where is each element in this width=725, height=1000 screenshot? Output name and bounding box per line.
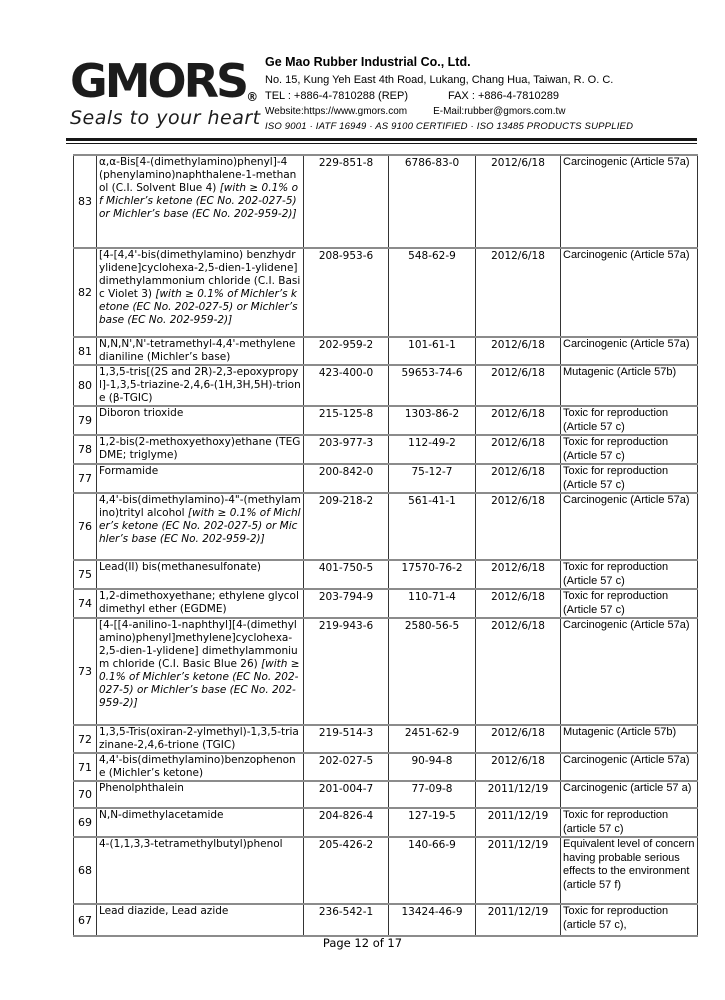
inclusion-date: 2012/6/18 — [476, 618, 561, 725]
substance-name — [97, 406, 304, 435]
substance-name — [97, 560, 304, 589]
table-row — [74, 560, 698, 589]
table-row — [74, 435, 698, 464]
header-divider-rule — [66, 138, 697, 144]
table-row — [74, 493, 698, 560]
certifications-line: ISO 9001 · IATF 16949 · AS 9100 CERTIFIED · ISO 13485 PRODUCTS SUPPLIED — [265, 121, 634, 132]
contact-line — [265, 90, 705, 102]
classification: Carcinogenic (Article 57a) — [561, 618, 698, 725]
ec-number: 423-400-0 — [304, 365, 389, 406]
row-number: 70 — [74, 781, 97, 808]
ec-number: 208-953-6 — [304, 248, 389, 337]
substance-name-qualifier: [with ≥ 0.1% of Michler’s ketone (EC No. 202-027-5) or Michler’s base (EC No. 202-959-2)] — [99, 288, 298, 326]
classification: Toxic for reproduction (Article 57 c) — [561, 406, 698, 435]
cas-number: 77-09-8 — [389, 781, 476, 808]
substance-name-text: 1,2-bis(2-methoxyethoxy)ethane (TEGDME; triglyme) — [99, 436, 301, 461]
table-row — [74, 618, 698, 725]
classification: Mutagenic (Article 57b) — [561, 725, 698, 753]
substance-name — [97, 904, 304, 936]
web-line — [265, 106, 705, 117]
substance-name — [97, 618, 304, 725]
row-number: 73 — [74, 618, 97, 725]
substance-name-qualifier: [with ≥ 0.1% of Michler’s ketone (EC No. 202-027-5) or Michler’s base (EC No. 202-959-2)] — [99, 182, 298, 220]
ec-number: 219-943-6 — [304, 618, 389, 725]
row-number: 81 — [74, 337, 97, 365]
ec-number: 219-514-3 — [304, 725, 389, 753]
table-row — [74, 904, 698, 936]
page-number-footer: Page 12 of 17 — [322, 936, 403, 950]
cas-number: 101-61-1 — [389, 337, 476, 365]
substance-name-text: [4-[4,4'-bis(dimethylamino) benzhydrylidene]cyclohexa-2,5-dien-1-ylidene]dimethylammonium chloride (C.I. Basic Violet 3) — [99, 249, 301, 300]
ec-number: 236-542-1 — [304, 904, 389, 936]
ec-number: 202-959-2 — [304, 337, 389, 365]
substance-name-text: Diboron trioxide — [99, 407, 184, 419]
ec-number: 204-826-4 — [304, 808, 389, 837]
ec-number: 203-794-9 — [304, 589, 389, 618]
gmors-logo-block — [70, 54, 261, 129]
substance-name — [97, 337, 304, 365]
row-number: 77 — [74, 464, 97, 493]
substance-name — [97, 589, 304, 618]
ec-number: 215-125-8 — [304, 406, 389, 435]
substance-name-qualifier: [with ≥ 0.1% of Michler’s ketone (EC No. 202-027-5) or Michler’s base (EC No. 202-959-2)] — [99, 658, 300, 709]
substance-name-text: N,N-dimethylacetamide — [99, 809, 224, 821]
row-number: 79 — [74, 406, 97, 435]
table-row — [74, 406, 698, 435]
table-row — [74, 337, 698, 365]
logo-tagline: Seals to your heart — [70, 107, 261, 129]
inclusion-date: 2012/6/18 — [476, 589, 561, 618]
substance-name — [97, 464, 304, 493]
table-row — [74, 837, 698, 904]
ec-number: 209-218-2 — [304, 493, 389, 560]
substance-name — [97, 435, 304, 464]
table-row — [74, 464, 698, 493]
cas-number: 548-62-9 — [389, 248, 476, 337]
substance-name — [97, 808, 304, 837]
classification: Carcinogenic (Article 57a) — [561, 155, 698, 248]
company-website: Website:https://www.gmors.com — [265, 106, 408, 117]
row-number: 76 — [74, 493, 97, 560]
table-row — [74, 589, 698, 618]
inclusion-date: 2012/6/18 — [476, 435, 561, 464]
company-info-block — [265, 55, 705, 132]
cas-number: 17570-76-2 — [389, 560, 476, 589]
table-row — [74, 248, 698, 337]
company-fax: FAX : +886-4-7810289 — [447, 90, 559, 102]
ec-number: 401-750-5 — [304, 560, 389, 589]
substance-name-text: 1,3,5-tris[(2S and 2R)-2,3-epoxypropyl]-1,3,5-triazine-2,4,6-(1H,3H,5H)-trione (β-TGIC) — [99, 366, 301, 404]
row-number: 69 — [74, 808, 97, 837]
row-number: 78 — [74, 435, 97, 464]
classification: Toxic for reproduction (article 57 c), — [561, 904, 698, 936]
classification: Carcinogenic (Article 57a) — [561, 337, 698, 365]
substance-name-text: 4,4'-bis(dimethylamino)benzophenone (Michler’s ketone) — [99, 754, 296, 779]
table-row — [74, 781, 698, 808]
company-name: Ge Mao Rubber Industrial Co., Ltd. — [265, 55, 471, 69]
cas-number: 90-94-8 — [389, 753, 476, 781]
inclusion-date: 2012/6/18 — [476, 155, 561, 248]
table-row — [74, 365, 698, 406]
inclusion-date: 2012/6/18 — [476, 248, 561, 337]
inclusion-date: 2012/6/18 — [476, 493, 561, 560]
company-email: E-Mail:rubber@gmors.com.tw — [433, 106, 566, 117]
substance-name — [97, 493, 304, 560]
substance-name — [97, 725, 304, 753]
table-row — [74, 808, 698, 837]
table-row — [74, 753, 698, 781]
substance-name-text: α,α-Bis[4-(dimethylamino)phenyl]-4 (phenylamino)naphthalene-1-methanol (C.I. Solvent Blue 4) — [99, 156, 297, 194]
row-number: 82 — [74, 248, 97, 337]
classification: Carcinogenic (Article 57a) — [561, 493, 698, 560]
row-number: 75 — [74, 560, 97, 589]
inclusion-date: 2012/6/18 — [476, 365, 561, 406]
cas-number: 1303-86-2 — [389, 406, 476, 435]
gmors-logo — [70, 54, 260, 108]
row-number: 67 — [74, 904, 97, 936]
classification: Toxic for reproduction (article 57 c) — [561, 808, 698, 837]
company-address: No. 15, Kung Yeh East 4th Road, Lukang, Chang Hua, Taiwan, R. O. C. — [265, 74, 614, 86]
gmors-logo-text: GMORS — [70, 54, 247, 108]
substance-name-text: 4,4'-bis(dimethylamino)-4"-(methylamino)trityl alcohol — [99, 494, 301, 519]
cas-number: 561-41-1 — [389, 493, 476, 560]
inclusion-date: 2012/6/18 — [476, 337, 561, 365]
substance-name-text: [4-[[4-anilino-1-naphthyl][4-(dimethylamino)phenyl]methylene]cyclohexa-2,5-dien-1-ylidene] dimethylammonium chloride (C.I. Basic Blue 26) — [99, 619, 298, 670]
classification: Carcinogenic (article 57 a) — [561, 781, 698, 808]
substance-name-text: Lead diazide, Lead azide — [99, 905, 229, 917]
classification: Carcinogenic (Article 57a) — [561, 753, 698, 781]
classification: Toxic for reproduction (Article 57 c) — [561, 589, 698, 618]
cas-number: 2580-56-5 — [389, 618, 476, 725]
classification: Equivalent level of concern having probable serious effects to the environment (article 57 f) — [561, 837, 698, 904]
substance-name-text: Phenolphthalein — [99, 782, 184, 794]
row-number: 72 — [74, 725, 97, 753]
row-number: 83 — [74, 155, 97, 248]
row-number: 68 — [74, 837, 97, 904]
classification: Toxic for reproduction (Article 57 c) — [561, 560, 698, 589]
cas-number: 2451-62-9 — [389, 725, 476, 753]
substance-name — [97, 155, 304, 248]
substance-name — [97, 753, 304, 781]
substance-name — [97, 781, 304, 808]
classification: Carcinogenic (Article 57a) — [561, 248, 698, 337]
substance-name-text: Lead(II) bis(methanesulfonate) — [99, 561, 262, 573]
cas-number: 127-19-5 — [389, 808, 476, 837]
inclusion-date: 2012/6/18 — [476, 725, 561, 753]
cas-number: 13424-46-9 — [389, 904, 476, 936]
substance-name — [97, 248, 304, 337]
company-tel: TEL : +886-4-7810288 (REP) — [265, 90, 408, 102]
ec-number: 205-426-2 — [304, 837, 389, 904]
ec-number: 201-004-7 — [304, 781, 389, 808]
classification: Toxic for reproduction (Article 57 c) — [561, 464, 698, 493]
ec-number: 229-851-8 — [304, 155, 389, 248]
ec-number: 203-977-3 — [304, 435, 389, 464]
inclusion-date: 2011/12/19 — [476, 837, 561, 904]
table-row — [74, 725, 698, 753]
ec-number: 200-842-0 — [304, 464, 389, 493]
ec-number: 202-027-5 — [304, 753, 389, 781]
row-number: 80 — [74, 365, 97, 406]
cas-number: 140-66-9 — [389, 837, 476, 904]
substance-name-text: N,N,N',N'-tetramethyl-4,4'-methylenedianiline (Michler’s base) — [99, 338, 296, 363]
cas-number: 75-12-7 — [389, 464, 476, 493]
row-number: 71 — [74, 753, 97, 781]
registered-trademark-icon: ® — [246, 90, 259, 104]
substance-name — [97, 365, 304, 406]
inclusion-date: 2011/12/19 — [476, 808, 561, 837]
inclusion-date: 2012/6/18 — [476, 464, 561, 493]
cas-number: 112-49-2 — [389, 435, 476, 464]
cas-number: 110-71-4 — [389, 589, 476, 618]
classification: Toxic for reproduction (Article 57 c) — [561, 435, 698, 464]
row-number: 74 — [74, 589, 97, 618]
inclusion-date: 2012/6/18 — [476, 406, 561, 435]
table-row — [74, 155, 698, 248]
inclusion-date: 2011/12/19 — [476, 904, 561, 936]
inclusion-date: 2012/6/18 — [476, 560, 561, 589]
inclusion-date: 2011/12/19 — [476, 781, 561, 808]
substance-name-text: Formamide — [99, 465, 159, 477]
substance-name-text: 1,3,5-Tris(oxiran-2-ylmethyl)-1,3,5-triazinane-2,4,6-trione (TGIC) — [99, 726, 299, 751]
classification: Mutagenic (Article 57b) — [561, 365, 698, 406]
substance-name — [97, 837, 304, 904]
cas-number: 59653-74-6 — [389, 365, 476, 406]
cas-number: 6786-83-0 — [389, 155, 476, 248]
inclusion-date: 2012/6/18 — [476, 753, 561, 781]
svhc-substances-table — [73, 154, 698, 937]
substance-name-text: 4-(1,1,3,3-tetramethylbutyl)phenol — [99, 838, 283, 850]
substance-name-qualifier: [with ≥ 0.1% of Michler’s ketone (EC No. 202-027-5) or Michler’s base (EC No. 202-959-2)] — [99, 507, 301, 545]
substance-name-text: 1,2-dimethoxyethane; ethylene glycol dimethyl ether (EGDME) — [99, 590, 299, 615]
